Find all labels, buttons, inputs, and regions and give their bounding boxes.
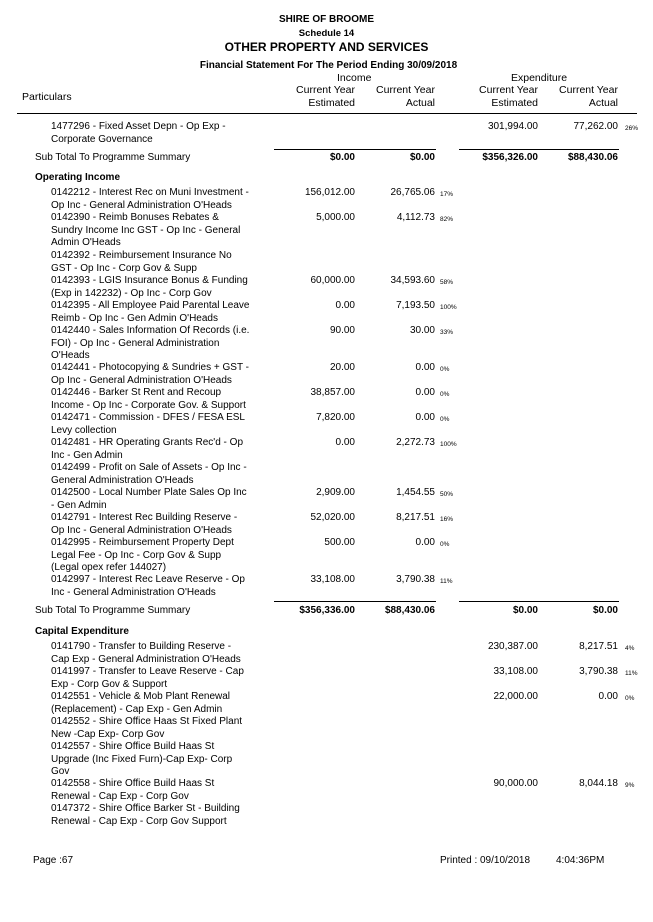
income-percent: 0% <box>440 541 450 548</box>
income-estimated: 20.00 <box>329 362 355 373</box>
expenditure-percent: 9% <box>625 782 635 789</box>
income-est-header-1: Current Year <box>296 84 355 96</box>
expenditure-actual: 0.00 <box>598 691 618 702</box>
income-act-header-1: Current Year <box>376 84 435 96</box>
expenditure-percent: 0% <box>625 695 635 702</box>
income-percent: 0% <box>440 366 450 373</box>
row-description: 0142995 - Reimbursement Property Dept Legal Fee - Op Inc - Corp Gov & Supp (Legal opex refer 144027) <box>51 537 234 573</box>
section-operating-income: Operating Income <box>35 172 121 183</box>
expenditure-actual: 8,044.18 <box>579 778 618 789</box>
report-period: Financial Statement For The Period Ending 30/09/2018 <box>199 60 458 71</box>
income-estimated: 60,000.00 <box>310 275 355 286</box>
income-estimated: 500.00 <box>324 537 355 548</box>
income-estimated: 90.00 <box>329 325 355 336</box>
income-actual: 0.00 <box>415 412 435 423</box>
row-description: 0142499 - Profit on Sale of Assets - Op Inc - General Administration O'Heads <box>51 462 247 486</box>
page-number: Page :67 <box>33 855 74 866</box>
income-actual: 1,454.55 <box>396 487 435 498</box>
printed-date: 09/10/2018 <box>480 855 531 866</box>
expenditure-estimated: 230,387.00 <box>487 641 538 652</box>
row-description: 0142552 - Shire Office Haas St Fixed Plant New -Cap Exp- Corp Gov <box>51 716 243 740</box>
income-actual: 26,765.06 <box>390 187 435 198</box>
row-description: 0142500 - Local Number Plate Sales Op Inc - Gen Admin <box>51 487 247 511</box>
report-title: OTHER PROPERTY AND SERVICES <box>224 40 429 54</box>
income-actual: 8,217.51 <box>396 512 435 523</box>
income-actual: 34,593.60 <box>390 275 435 286</box>
subtotal-2-rule-exp <box>459 601 619 602</box>
expenditure-estimated: 301,994.00 <box>487 121 538 132</box>
subtotal-2-exp-act: $0.00 <box>592 605 618 616</box>
row-description: 0142557 - Shire Office Build Haas St Upgrade (Inc Fixed Furn)-Cap Exp- Corp Gov <box>51 741 233 777</box>
subtotal-1-label: Sub Total To Programme Summary <box>35 152 191 163</box>
row-description: 0142471 - Commission - DFES / FESA ESL Levy collection <box>51 412 245 436</box>
subtotal-2-exp-est: $0.00 <box>512 605 538 616</box>
row-description: 0142446 - Barker St Rent and Recoup Income - Op Inc - Corporate Gov. & Support <box>51 387 246 411</box>
row-description: 0141790 - Transfer to Building Reserve - Cap Exp - General Administration O'Heads <box>51 641 241 665</box>
income-percent: 17% <box>440 191 454 198</box>
exp-est-header-2: Estimated <box>491 97 538 109</box>
income-est-header-2: Estimated <box>308 97 355 109</box>
row-description: 0142393 - LGIS Insurance Bonus & Funding (Exp in 142232) - Op Inc - Corp Gov <box>51 275 248 299</box>
expenditure-estimated: 22,000.00 <box>493 691 538 702</box>
income-estimated: 0.00 <box>335 437 355 448</box>
subtotal-1-income-est: $0.00 <box>329 152 355 163</box>
row-description: 0142212 - Interest Rec on Muni Investment - Op Inc - General Administration O'Heads <box>51 187 249 211</box>
income-actual: 2,272.73 <box>396 437 435 448</box>
particulars-header: Particulars <box>22 91 72 103</box>
income-actual: 0.00 <box>415 537 435 548</box>
subtotal-1-rule-income <box>274 149 436 150</box>
subtotal-2-income-act: $88,430.06 <box>384 605 435 616</box>
income-percent: 11% <box>440 578 453 585</box>
row-description: 0142558 - Shire Office Build Haas St Renewal - Cap Exp - Corp Gov <box>51 778 215 802</box>
income-estimated: 38,857.00 <box>310 387 355 398</box>
income-actual: 7,193.50 <box>396 300 435 311</box>
expenditure-actual: 3,790.38 <box>579 666 618 677</box>
income-estimated: 7,820.00 <box>316 412 355 423</box>
subtotal-1-exp-est: $356,326.00 <box>482 152 538 163</box>
row-description: 0142392 - Reimbursement Insurance No GST - Op Inc - Corp Gov & Supp <box>51 250 232 274</box>
printed-label: Printed : <box>440 855 478 866</box>
subtotal-2-rule-income <box>274 601 436 602</box>
income-actual: 30.00 <box>409 325 435 336</box>
income-percent: 82% <box>440 216 454 223</box>
income-estimated: 2,909.00 <box>316 487 355 498</box>
income-percent: 33% <box>440 329 454 336</box>
income-actual: 4,112.73 <box>396 212 435 223</box>
expenditure-percent: 26% <box>625 125 639 132</box>
income-estimated: 156,012.00 <box>304 187 355 198</box>
exp-est-header-1: Current Year <box>479 84 538 96</box>
income-percent: 100% <box>440 441 457 448</box>
income-header: Income <box>337 72 372 84</box>
expenditure-estimated: 90,000.00 <box>493 778 538 789</box>
expenditure-header: Expenditure <box>511 72 568 84</box>
income-estimated: 5,000.00 <box>316 212 355 223</box>
header-rule <box>17 113 637 114</box>
row-description: 1477296 - Fixed Asset Depn - Op Exp - Corporate Governance <box>51 121 226 145</box>
income-percent: 100% <box>440 304 457 311</box>
income-estimated: 33,108.00 <box>310 574 355 585</box>
income-percent: 0% <box>440 391 450 398</box>
row-description: 0142791 - Interest Rec Building Reserve - Op Inc - General Administration O'Heads <box>51 512 238 536</box>
org-name: SHIRE OF BROOME <box>278 14 374 25</box>
subtotal-1-exp-act: $88,430.06 <box>567 152 618 163</box>
printed-time: 4:04:36PM <box>556 855 605 866</box>
section-capital-expenditure: Capital Expenditure <box>35 626 129 637</box>
income-percent: 50% <box>440 491 454 498</box>
row-description: 0142395 - All Employee Paid Parental Leave Reimb - Op Inc - Gen Admin O'Heads <box>51 300 250 324</box>
exp-act-header-2: Actual <box>588 97 618 109</box>
row-description: 0142440 - Sales Information Of Records (i.e. FOI) - Op Inc - General Administration O'Heads <box>51 325 250 361</box>
expenditure-percent: 11% <box>625 670 638 677</box>
income-actual: 0.00 <box>415 387 435 398</box>
subtotal-1-rule-exp <box>459 149 619 150</box>
subtotal-2-label: Sub Total To Programme Summary <box>35 605 191 616</box>
income-percent: 58% <box>440 279 454 286</box>
row-description: 0141997 - Transfer to Leave Reserve - Cap Exp - Corp Gov & Support <box>51 666 244 690</box>
row-description: 0142997 - Interest Rec Leave Reserve - Op Inc - General Administration O'Heads <box>51 574 245 598</box>
income-percent: 0% <box>440 416 450 423</box>
schedule-label: Schedule 14 <box>298 28 355 39</box>
expenditure-actual: 8,217.51 <box>579 641 618 652</box>
income-estimated: 52,020.00 <box>310 512 355 523</box>
income-percent: 16% <box>440 516 454 523</box>
expenditure-estimated: 33,108.00 <box>493 666 538 677</box>
row-description: 0142481 - HR Operating Grants Rec'd - Op Inc - Gen Admin <box>51 437 244 461</box>
income-actual: 0.00 <box>415 362 435 373</box>
row-description: 0142390 - Reimb Bonuses Rebates & Sundry Income Inc GST - Op Inc - General Admin O'Heads <box>51 212 241 248</box>
row-description: 0142551 - Vehicle & Mob Plant Renewal (Replacement) - Cap Exp - Gen Admin <box>51 691 231 715</box>
income-actual: 3,790.38 <box>396 574 435 585</box>
income-act-header-2: Actual <box>405 97 435 109</box>
exp-act-header-1: Current Year <box>559 84 618 96</box>
expenditure-actual: 77,262.00 <box>573 121 618 132</box>
row-description: 0142441 - Photocopying & Sundries + GST - Op Inc - General Administration O'Heads <box>51 362 249 386</box>
row-description: 0147372 - Shire Office Barker St - Building Renewal - Cap Exp - Corp Gov Support <box>51 803 240 827</box>
subtotal-2-income-est: $356,336.00 <box>299 605 355 616</box>
income-estimated: 0.00 <box>335 300 355 311</box>
subtotal-1-income-act: $0.00 <box>409 152 435 163</box>
expenditure-percent: 4% <box>625 645 635 652</box>
